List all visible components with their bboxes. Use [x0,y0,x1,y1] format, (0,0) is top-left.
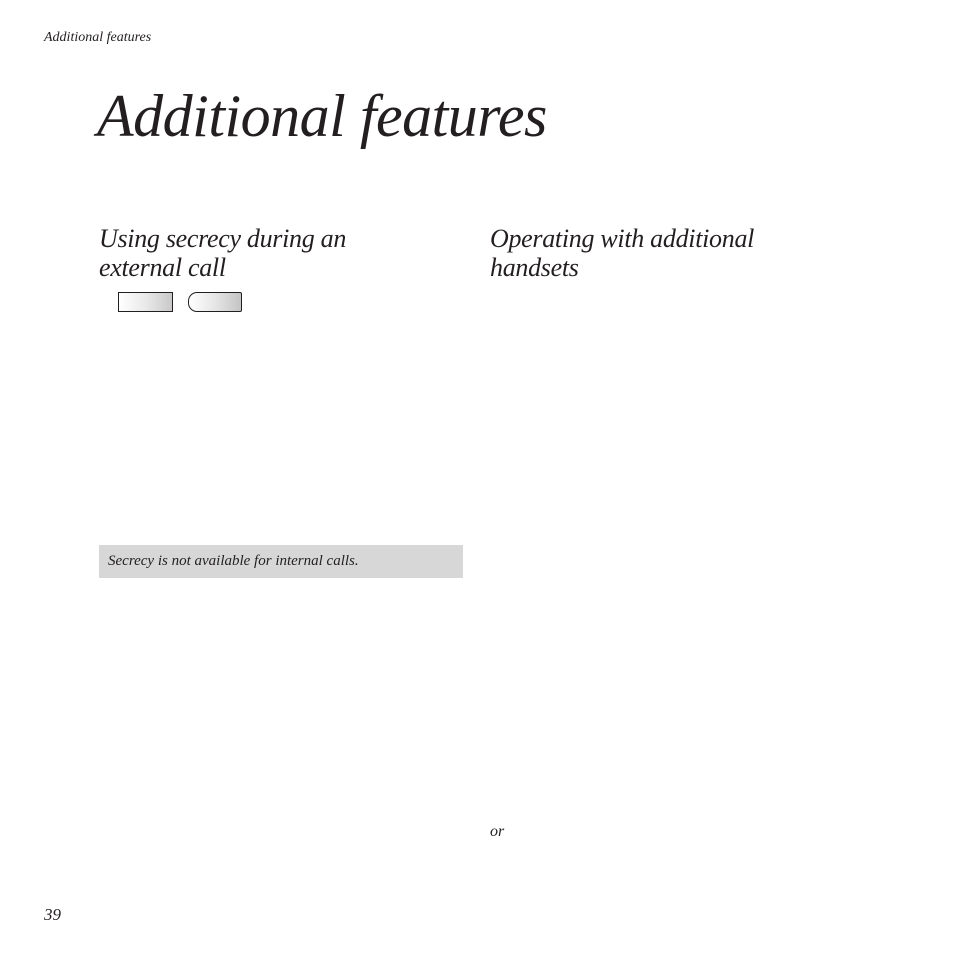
section-heading-line: external call [99,253,226,282]
section-heading-line: Using secrecy during an [99,224,347,253]
handset-key-icon [188,292,242,312]
or-label: or [490,823,505,840]
note-text: Secrecy is not available for internal calls. [108,553,359,569]
section-heading-line: handsets [490,253,579,282]
section-heading-secrecy [99,224,346,282]
page-title: Additional features [97,83,547,149]
section-heading-line: Operating with additional [490,224,755,253]
running-header: Additional features [44,30,152,45]
page-number: 39 [44,905,61,924]
section-heading-additional-handsets [490,224,754,282]
secrecy-key-icon [118,292,173,312]
note-box [99,545,463,578]
